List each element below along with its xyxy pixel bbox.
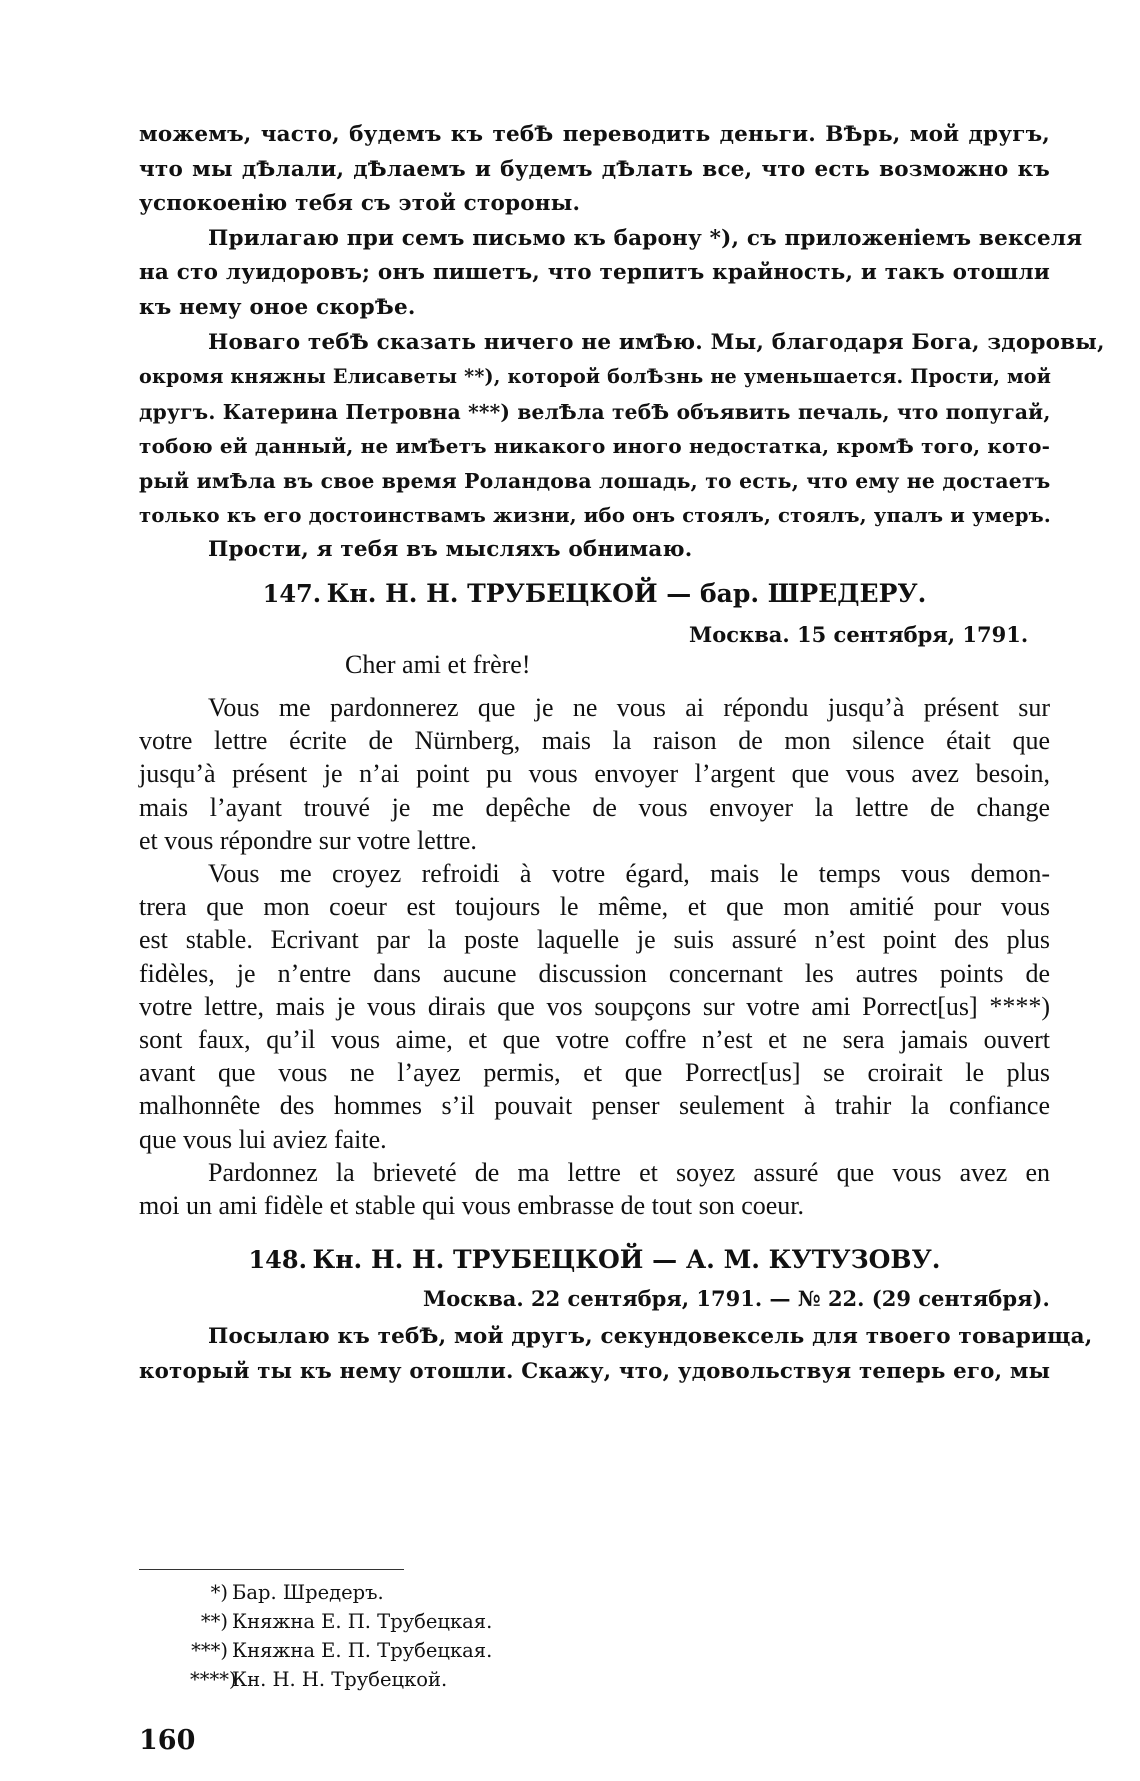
text-line: другъ. Катерина Петровна ***) велѢла тебѢ объявить печаль, что попугай, (139, 399, 1051, 424)
letter-148-heading (139, 1245, 1050, 1274)
text-line: Новаго тебѢ сказать ничего не имѢю. Мы, благодаря Бога, здоровы, (208, 329, 1105, 355)
text-line: окромя княжны Елисаветы **), которой болѢзнь не уменьшается. Прости, мой (139, 365, 1052, 389)
text-line: тобою ей данный, не имѢетъ никакого иного недостатка, кромѢ того, кото- (139, 434, 1051, 459)
footnote-text: Кн. Н. Н. Трубецкой. (232, 1668, 448, 1691)
footnote (190, 1636, 492, 1665)
text-line: votre lettre, mais je vous dirais que vos soupçons sur votre ami Porrect[us] ****) (139, 991, 1050, 1021)
footnote-mark: ****) (190, 1668, 237, 1691)
text-line: Vous me croyez refroidi à votre égard, mais le temps vous demon- (208, 859, 1050, 889)
letter-147-salutation: Cher ami et frère! (345, 650, 531, 679)
text-line: que vous lui aviez faite. (139, 1124, 387, 1154)
paragraph (139, 691, 1050, 724)
text-line: malhonnête des hommes s’il pouvait penser seulement à trahir la confiance (139, 1091, 1050, 1121)
paragraph (139, 724, 1050, 857)
text-line: Pardonnez la brieveté de ma lettre et soyez assuré que vous avez en (208, 1157, 1050, 1187)
text-line: sont faux, qu’il vous aime, et que votre coffre n’est et ne sera jamais ouvert (139, 1025, 1050, 1055)
footnote-separator (139, 1569, 404, 1570)
footnote (190, 1665, 492, 1694)
footnote-mark: ***) (191, 1639, 228, 1662)
paragraph (139, 1189, 1050, 1222)
paragraph (139, 118, 1050, 222)
text-line: рый имѢла въ свое время Роландова лошадь, то есть, что ему не достаетъ (139, 468, 1051, 493)
text-line: Vous me pardonnerez que je ne vous ai répondu jusqu’à présent sur (208, 693, 1050, 722)
paragraph (139, 857, 1050, 890)
text-line: что мы дѢлали, дѢлаемъ и будемъ дѢлать все, что есть возможно къ (139, 156, 1050, 182)
letter-147-body (139, 691, 1050, 1222)
letter-148-body (139, 1320, 1093, 1389)
letter-147-dateline: Москва. 15 сентября, 1791. (689, 622, 1029, 647)
text-line: mais l’ayant trouvé je me depêche de vous envoyer la lettre de change (139, 792, 1050, 822)
letter-title: Кн. Н. Н. ТРУБЕЦКОЙ — А. М. КУТУЗОВУ. (312, 1245, 941, 1274)
text-line: только къ его достоинствамъ жизни, ибо онъ стоялъ, стоялъ, упалъ и умеръ. (139, 503, 1051, 527)
letter-number: 148. (248, 1245, 307, 1274)
paragraph (139, 360, 1050, 533)
paragraph (139, 222, 1083, 257)
letter-148-dateline: Москва. 22 сентября, 1791. — № 22. (29 сентября). (423, 1286, 1050, 1311)
paragraph (139, 1320, 1093, 1355)
paragraph (139, 890, 1050, 1156)
letter-number: 147. (262, 579, 322, 608)
footnote-text: Бар. Шредеръ. (232, 1581, 384, 1604)
text-line: fidèles, je n’entre dans aucune discussion concernant les autres points de (139, 958, 1050, 988)
paragraph (139, 1355, 1050, 1390)
text-line: votre lettre écrite de Nürnberg, mais la raison de mon silence était que (139, 726, 1050, 756)
text-line: jusqu’à présent je n’ai point pu vous envoyer l’argent que vous avez besoin, (139, 759, 1050, 789)
footnote-mark: **) (200, 1610, 228, 1633)
text-line: Прилагаю при семъ письмо къ барону *), съ приложеніемъ векселя (208, 225, 1083, 251)
paragraph (139, 256, 1050, 325)
text-line: trera que mon coeur est toujours le même, et que mon amitié pour vous (139, 892, 1050, 922)
footnote-text: Княжна Е. П. Трубецкая. (232, 1639, 493, 1662)
text-line: успокоенію тебя съ этой стороны. (139, 191, 581, 217)
previous-letter-text (139, 118, 1105, 568)
paragraph (139, 326, 1105, 361)
text-line: къ нему оное скорѢе. (139, 294, 416, 320)
letter-title: Кн. Н. Н. ТРУБЕЦКОЙ — бар. ШРЕДЕРУ. (326, 579, 927, 608)
text-line: Прости, я тебя въ мысляхъ обнимаю. (208, 537, 693, 563)
footnote (190, 1578, 492, 1607)
paragraph (139, 1156, 1050, 1189)
text-line: который ты къ нему отошли. Скажу, что, удовольствуя теперь его, мы (139, 1358, 1051, 1384)
paragraph (139, 533, 1050, 568)
footnote-text: Княжна Е. П. Трубецкая. (232, 1610, 493, 1633)
page-number: 160 (139, 1725, 196, 1756)
letter-147-heading (139, 579, 1050, 608)
text-line: avant que vous ne l’ayez permis, et que Porrect[us] se croirait le plus (139, 1058, 1050, 1088)
text-line: Посылаю къ тебѢ, мой другъ, секундовексель для твоего товарища, (208, 1324, 1093, 1349)
text-line: et vous répondre sur votre lettre. (139, 825, 477, 855)
text-line: est stable. Ecrivant par la poste laquelle je suis assuré n’est point des plus (139, 925, 1050, 955)
footnote (190, 1607, 492, 1636)
text-line: можемъ, часто, будемъ къ тебѢ переводить деньги. ВѢрь, мой другъ, (139, 122, 1050, 147)
text-line: на сто луидоровъ; онъ пишетъ, что терпитъ крайность, и такъ отошли (139, 260, 1050, 286)
footnotes (190, 1578, 492, 1694)
footnote-mark: *) (210, 1581, 228, 1604)
text-line: moi un ami fidèle et stable qui vous embrasse de tout son coeur. (139, 1191, 805, 1221)
